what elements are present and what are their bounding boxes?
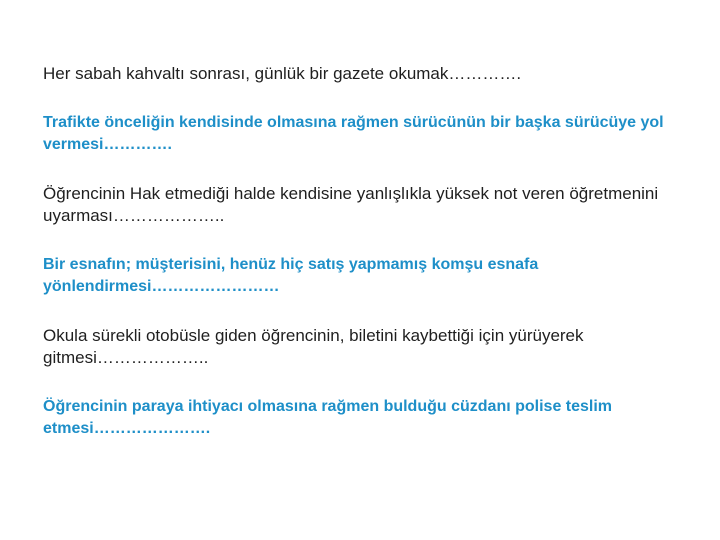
statement-2: Trafikte önceliğin kendisinde olmasına rağmen sürücünün bir başka sürücüye yol vermesi…………. (43, 114, 664, 153)
statement-4: Bir esnafın; müşterisini, henüz hiç satış yapmamış komşu esnafa yönlendirmesi…………………… (43, 256, 539, 295)
statement-1: Her sabah kahvaltı sonrası, günlük bir gazete okumak…………. (43, 64, 522, 83)
statement-6: Öğrencinin paraya ihtiyacı olmasına rağmen bulduğu cüzdanı polise teslim etmesi…………………. (43, 398, 613, 437)
statement-list (43, 63, 683, 467)
statement-5: Okula sürekli otobüsle giden öğrencinin, biletini kaybettiği için yürüyerek gitmesi……………….. (43, 326, 584, 367)
statement-3: Öğrencinin Hak etmediği halde kendisine yanlışlıkla yüksek not veren öğretmenini uyarması……………….. (43, 184, 659, 225)
